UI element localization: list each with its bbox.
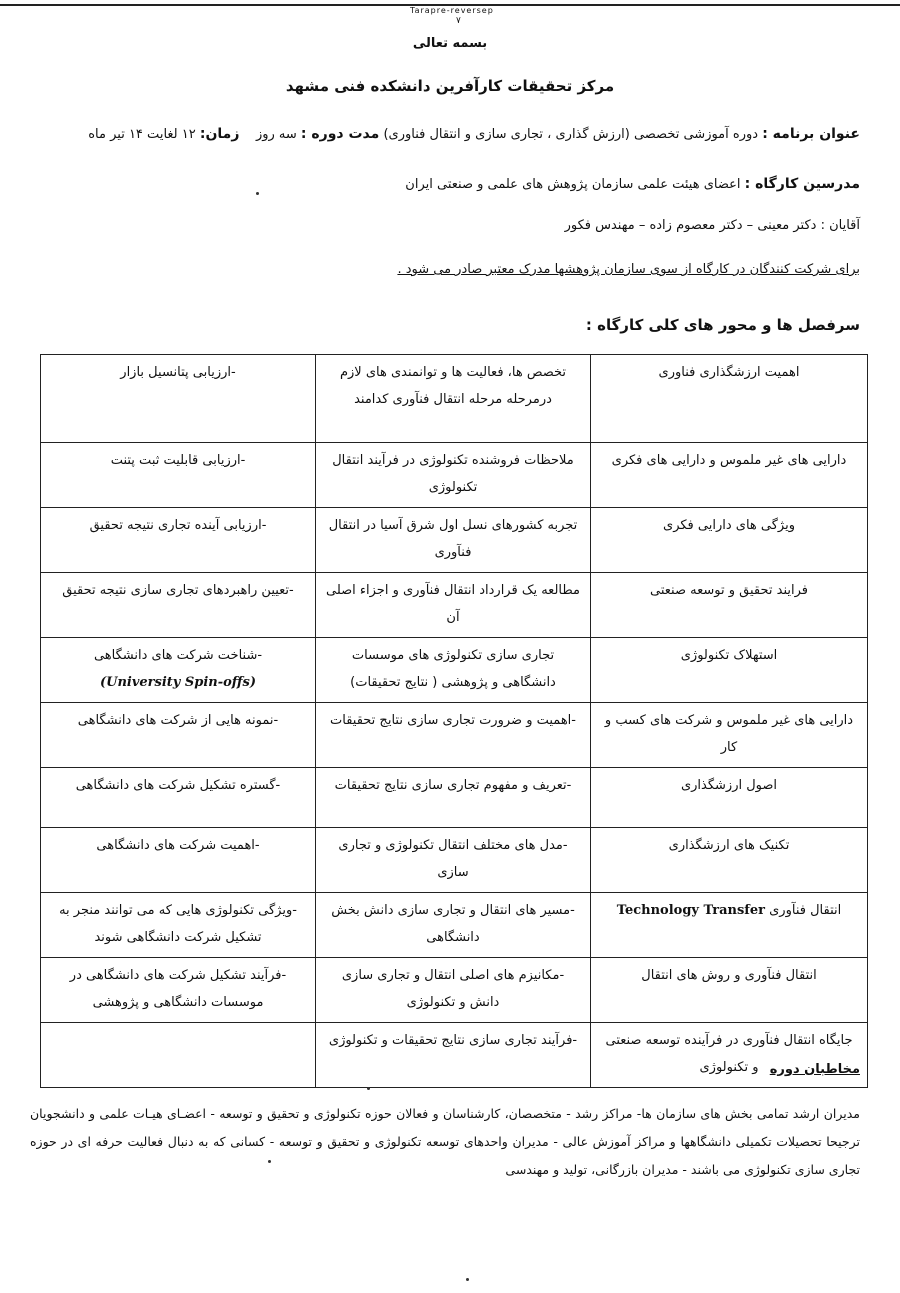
topic-cell: -گستره تشکیل شرکت های دانشگاهی [41,768,316,828]
section-title: سرفصل ها و محور های کلی کارگاه : [585,316,860,334]
topic-cell: -مسیر های انتقال و تجاری سازی دانش بخش دانشگاهی [316,893,591,958]
topic-cell: -تعریف و مفهوم تجاری سازی نتایج تحقیقات [316,768,591,828]
topic-cell: تجاری سازی تکنولوژی های موسسات دانشگاهی و پژوهشی ( نتایج تحقیقات) [316,638,591,703]
table-row [41,703,868,768]
topic-cell: -ارزیابی پتانسیل بازار [41,355,316,443]
topic-cell [41,1023,316,1088]
topic-cell: -مکانیزم های اصلی انتقال و تجاری سازی دانش و تکنولوژی [316,958,591,1023]
topic-cell: -فرآیند تشکیل شرکت های دانشگاهی در موسسات دانشگاهی و پژوهشی [41,958,316,1023]
topic-cell: فرایند تحقیق و توسعه صنعتی [591,573,868,638]
topic-cell: جایگاه انتقال فنآوری در فرآینده توسعه صنعتی و تکنولوژی [591,1023,868,1088]
duration-value: سه روز [255,127,297,142]
topic-cell: مطالعه یک قرارداد انتقال فنآوری و اجزاء اصلی آن [316,573,591,638]
table-row [41,443,868,508]
table-row [41,1023,868,1088]
basmala: بسمه تعالی [412,36,488,51]
topic-cell: -اهمیت و ضرورت تجاری سازی نتایج تحقیقات [316,703,591,768]
topic-cell: -اهمیت شرکت های دانشگاهی [41,828,316,893]
table-row [41,958,868,1023]
scan-speck [466,1278,469,1281]
topic-cell: -مدل های مختلف انتقال تکنولوژی و تجاری سازی [316,828,591,893]
program-line [40,126,860,142]
table-row [41,508,868,573]
scan-speck [256,192,259,195]
table-row [41,573,868,638]
topic-cell: -فرآیند تجاری سازی نتایج تحقیقات و تکنولوژی [316,1023,591,1088]
instructors-label: مدرسین کارگاه : [744,176,860,192]
audience-text: مدیران ارشد تمامی بخش های سازمان ها- مراکز رشد - متخصصان، کارشناسان و فعالان حوزه تکنولوژی و تحقیق و توسعه - اعضـای هیـات علمی و دانشجویان ترجیحا تحصیلات تکمیلی دانشگاهها و مراکز آموزش عالی - مدیران واحدهای توسعه تکنولوژی و تحقیق و توسعه - کسانی که به دنبال فعالیت حرفه ای در حوزه تجاری سازی تکنولوژی می باشند - مدیران بازرگانی، تولید و مهندسی [30,1106,860,1177]
scan-speck [268,1160,271,1163]
audience-title: مخاطبان دوره [769,1062,860,1077]
topic-cell: ویژگی های دارایی فکری [591,508,868,573]
topic-cell: استهلاک تکنولوژی [591,638,868,703]
table-row [41,768,868,828]
spinoff-label: -شناخت شرکت های دانشگاهی [93,648,263,663]
fax-header-code: Tarapre-reversep [410,6,494,15]
topic-cell: تکنیک های ارزشگذاری [591,828,868,893]
spinoff-en: (University Spin-offs) [99,675,257,690]
table-row [41,355,868,443]
topics-table [40,354,868,1088]
tech-transfer-en: Technology Transfer [616,903,765,918]
table-row [41,828,868,893]
table-row [41,638,868,703]
instructors-line [405,176,860,192]
instructors-value: اعضای هیئت علمی سازمان پژوهش های علمی و صنعتی ایران [405,177,741,192]
table-row [41,893,868,958]
topic-cell: -نمونه هایی از شرکت های دانشگاهی [41,703,316,768]
program-title-value: دوره آموزشی تخصصی (ارزش گذاری ، تجاری سازی و انتقال فناوری) [383,127,759,142]
org-title: مرکز تحقیقات کارآفرین دانشکده فنی مشهد [285,77,615,95]
topic-cell: اهمیت ارزشگذاری فناوری [591,355,868,443]
topic-cell: تخصص ها، فعالیت ها و توانمندی های لازم درمرحله مرحله انتقال فنآوری کدامند [316,355,591,443]
topic-cell: دارایی های غیر ملموس و شرکت های کسب و کار [591,703,868,768]
topic-cell: دارایی های غیر ملموس و دارایی های فکری [591,443,868,508]
topic-cell: انتقال فنآوری و روش های انتقال [591,958,868,1023]
topic-cell: -ارزیابی قابلیت ثبت پتنت [41,443,316,508]
topic-cell: اصول ارزشگذاری [591,768,868,828]
topic-cell: ملاحظات فروشنده تکنولوژی در فرآیند انتقال تکنولوژی [316,443,591,508]
scan-speck [367,1087,370,1090]
certificate-note: برای شرکت کنندگان در کارگاه از سوی سازمان پژوهشها مدرک معتبر صادر می شود . [397,262,860,277]
topic-cell: -تعیین راهبردهای تجاری سازی نتیجه تحقیق [41,573,316,638]
topic-cell: تجربه کشورهای نسل اول شرق آسیا در انتقال فنآوری [316,508,591,573]
time-value: ۱۲ لغایت ۱۴ تیر ماه [88,127,196,142]
topic-cell: -ویژگی تکنولوژی هایی که می توانند منجر به تشکیل شرکت دانشگاهی شوند [41,893,316,958]
instructor-names: آقایان : دکتر معینی – دکتر معصوم زاده – مهندس فکور [564,218,860,233]
tech-transfer-fa: انتقال فنآوری [769,903,842,918]
fax-header-mark: ٧ [456,16,461,26]
duration-label: مدت دوره : [300,126,380,142]
topic-cell: -ارزیابی آینده تجاری نتیجه تحقیق [41,508,316,573]
time-label: زمان: [199,126,240,142]
topic-cell [41,638,316,703]
program-title-label: عنوان برنامه : [762,126,860,142]
topic-cell [591,893,868,958]
